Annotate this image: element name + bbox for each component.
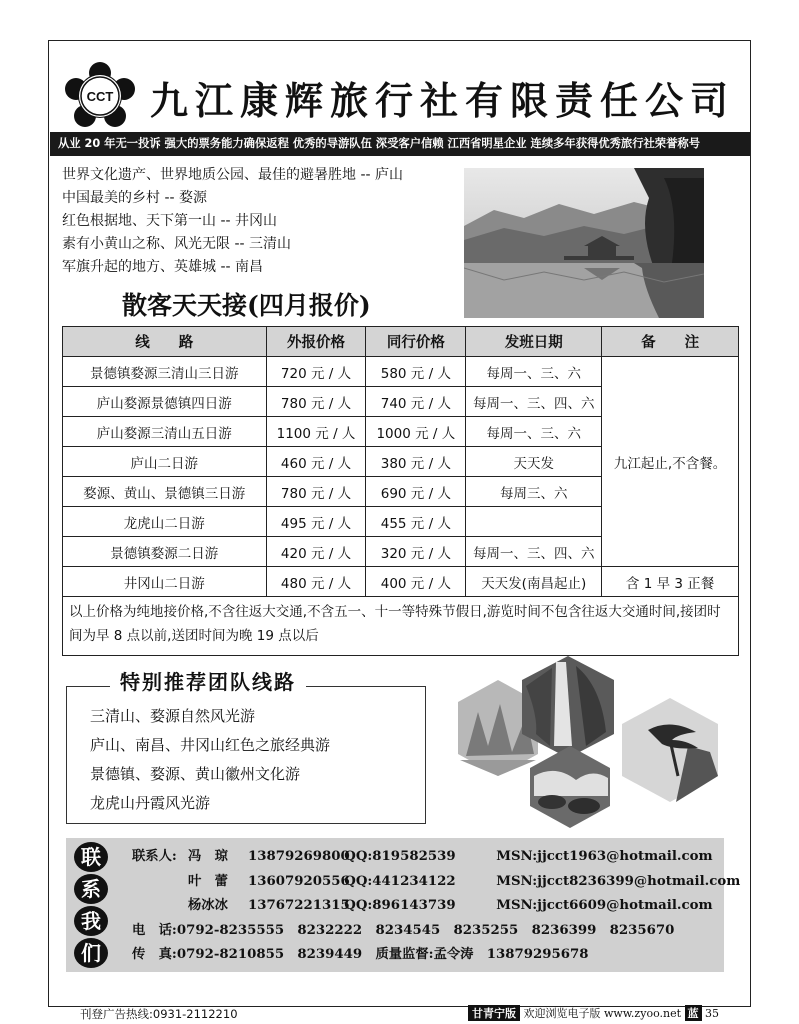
cct-logo <box>62 62 138 128</box>
contact-person-row <box>132 894 740 919</box>
cell-dates: 天天发(南昌起止) <box>466 567 602 597</box>
intro-line: 素有小黄山之称、风光无限 -- 三清山 <box>62 236 292 252</box>
contact-tel-row <box>132 919 740 944</box>
company-name: 九江康辉旅行社有限责任公司 <box>150 78 736 123</box>
logo-text: CCT <box>86 89 114 104</box>
cell-route: 景德镇婺源三清山三日游 <box>63 357 267 387</box>
contact-fax-row <box>132 943 740 968</box>
ad-hotline: 刊登广告热线:0931-2112210 <box>80 1007 238 1021</box>
contact-msn[interactable]: MSN:jjcct1963@hotmail.com <box>496 849 713 864</box>
cell-route: 井冈山二日游 <box>63 567 267 597</box>
fax-numbers: 0792-8210855 8239449 <box>176 947 363 962</box>
cell-route: 庐山二日游 <box>63 447 267 477</box>
cell-route: 景德镇婺源二日游 <box>63 537 267 567</box>
welcome-text: 欢迎浏览电子版 www.zyoo.net <box>523 1007 682 1020</box>
price-footnote: 以上价格为纯地接价格,不含往返大交通,不含五一、十一等特殊节假日,游览时间不包含往返大交通时间,接团时间为早 8 点以前,送团时间为晚 19 点以后 <box>62 596 739 656</box>
contact-person-row <box>132 845 740 870</box>
contact-name: 冯 琼 <box>188 849 228 864</box>
cell-retail: 480 元 / 人 <box>266 567 366 597</box>
contact-heading-char: 们 <box>74 938 108 968</box>
table-row <box>63 567 739 597</box>
tel-numbers: 0792-8235555 8232222 8234545 8235255 8236399 8235670 <box>176 922 675 938</box>
contact-label: 联系人: <box>132 849 177 864</box>
contact-heading-char: 系 <box>74 874 108 904</box>
intro-line: 红色根据地、天下第一山 -- 井冈山 <box>62 213 278 229</box>
cell-route: 庐山婺源景德镇四日游 <box>63 387 267 417</box>
group-route-list <box>90 702 330 818</box>
contact-name: 叶 蕾 <box>188 873 228 889</box>
intro-line: 军旗升起的地方、英雄城 -- 南昌 <box>62 259 264 275</box>
col-header-route: 线 路 <box>63 327 267 357</box>
cell-dates <box>466 507 602 537</box>
slogan-bar: 从业 20 年无一投诉 强大的票务能力确保返程 优秀的导游队伍 深受客户信赖 江西省明星企业 连续多年获得优秀旅行社荣誉称号 <box>50 132 750 156</box>
table-row <box>63 357 739 387</box>
cell-retail: 720 元 / 人 <box>266 357 366 387</box>
section-tag: 蓝 <box>685 1005 702 1021</box>
cell-route: 婺源、黄山、景德镇三日游 <box>63 477 267 507</box>
cell-dates: 每周一、三、四、六 <box>466 387 602 417</box>
quality-supervisor: 质量监督:孟令涛 13879295678 <box>375 947 589 962</box>
contact-heading <box>74 840 114 970</box>
cell-dates: 每周一、三、四、六 <box>466 537 602 567</box>
main-title: 散客天天接(四月报价) <box>122 291 371 320</box>
group-route-item: 龙虎山丹霞风光游 <box>90 794 211 812</box>
cell-trade: 320 元 / 人 <box>366 537 466 567</box>
hex-pine-peak <box>622 698 718 802</box>
lake-pavilion-photo <box>464 168 704 318</box>
cell-retail: 420 元 / 人 <box>266 537 366 567</box>
cell-trade: 580 元 / 人 <box>366 357 466 387</box>
cell-dates: 每周一、三、六 <box>466 417 602 447</box>
intro-line: 世界文化遗产、世界地质公园、最佳的避暑胜地 -- 庐山 <box>62 167 404 183</box>
cell-route: 龙虎山二日游 <box>63 507 267 537</box>
contact-phone: 13607920556 <box>248 873 350 889</box>
cell-retail: 780 元 / 人 <box>266 387 366 417</box>
cell-retail: 780 元 / 人 <box>266 477 366 507</box>
contact-lines <box>132 845 740 968</box>
cell-retail: 495 元 / 人 <box>266 507 366 537</box>
contact-person-row <box>132 870 740 895</box>
scenery-hexagons <box>426 656 751 828</box>
cell-route: 庐山婺源三清山五日游 <box>63 417 267 447</box>
contact-qq: QQ:896143739 <box>344 898 456 913</box>
group-route-item: 庐山、南昌、井冈山红色之旅经典游 <box>90 736 331 754</box>
cell-retail: 1100 元 / 人 <box>266 417 366 447</box>
contact-qq: QQ:819582539 <box>344 849 456 864</box>
fax-label: 传 真: <box>132 947 177 962</box>
col-header-retail: 外报价格 <box>266 327 366 357</box>
contact-msn[interactable]: MSN:jjcct8236399@hotmail.com <box>496 873 741 889</box>
edition-tag: 甘青宁版 <box>468 1005 520 1021</box>
intro-list <box>62 164 403 279</box>
cell-retail: 460 元 / 人 <box>266 447 366 477</box>
contact-heading-char: 我 <box>74 906 108 936</box>
contact-phone: 13767221315 <box>248 898 350 913</box>
hex-stream-rocks <box>530 746 610 828</box>
col-header-trade: 同行价格 <box>366 327 466 357</box>
cell-remark-last: 含 1 早 3 正餐 <box>602 567 739 597</box>
cell-dates: 天天发 <box>466 447 602 477</box>
page-number: 35 <box>705 1007 720 1020</box>
group-title: 特别推荐团队线路 <box>110 666 306 695</box>
col-header-dates: 发班日期 <box>466 327 602 357</box>
cell-trade: 455 元 / 人 <box>366 507 466 537</box>
table-header-row <box>63 327 739 357</box>
footer-edition <box>468 1005 719 1021</box>
cell-dates: 每周三、六 <box>466 477 602 507</box>
contact-name: 杨冰冰 <box>188 898 228 913</box>
price-table <box>62 326 739 597</box>
cell-trade: 1000 元 / 人 <box>366 417 466 447</box>
group-route-item: 三清山、婺源自然风光游 <box>90 707 256 725</box>
contact-phone: 13879269800 <box>248 849 350 864</box>
intro-line: 中国最美的乡村 -- 婺源 <box>62 190 208 206</box>
cell-trade: 740 元 / 人 <box>366 387 466 417</box>
contact-qq: QQ:441234122 <box>344 873 456 889</box>
cell-trade: 690 元 / 人 <box>366 477 466 507</box>
cell-remark: 九江起止,不含餐。 <box>602 357 739 567</box>
group-route-item: 景德镇、婺源、黄山徽州文化游 <box>90 765 301 783</box>
cell-dates: 每周一、三、六 <box>466 357 602 387</box>
contact-msn[interactable]: MSN:jjcct6609@hotmail.com <box>496 898 713 913</box>
tel-label: 电 话: <box>132 922 177 938</box>
cell-trade: 400 元 / 人 <box>366 567 466 597</box>
cell-trade: 380 元 / 人 <box>366 447 466 477</box>
col-header-remark: 备 注 <box>602 327 739 357</box>
contact-heading-char: 联 <box>74 842 108 872</box>
